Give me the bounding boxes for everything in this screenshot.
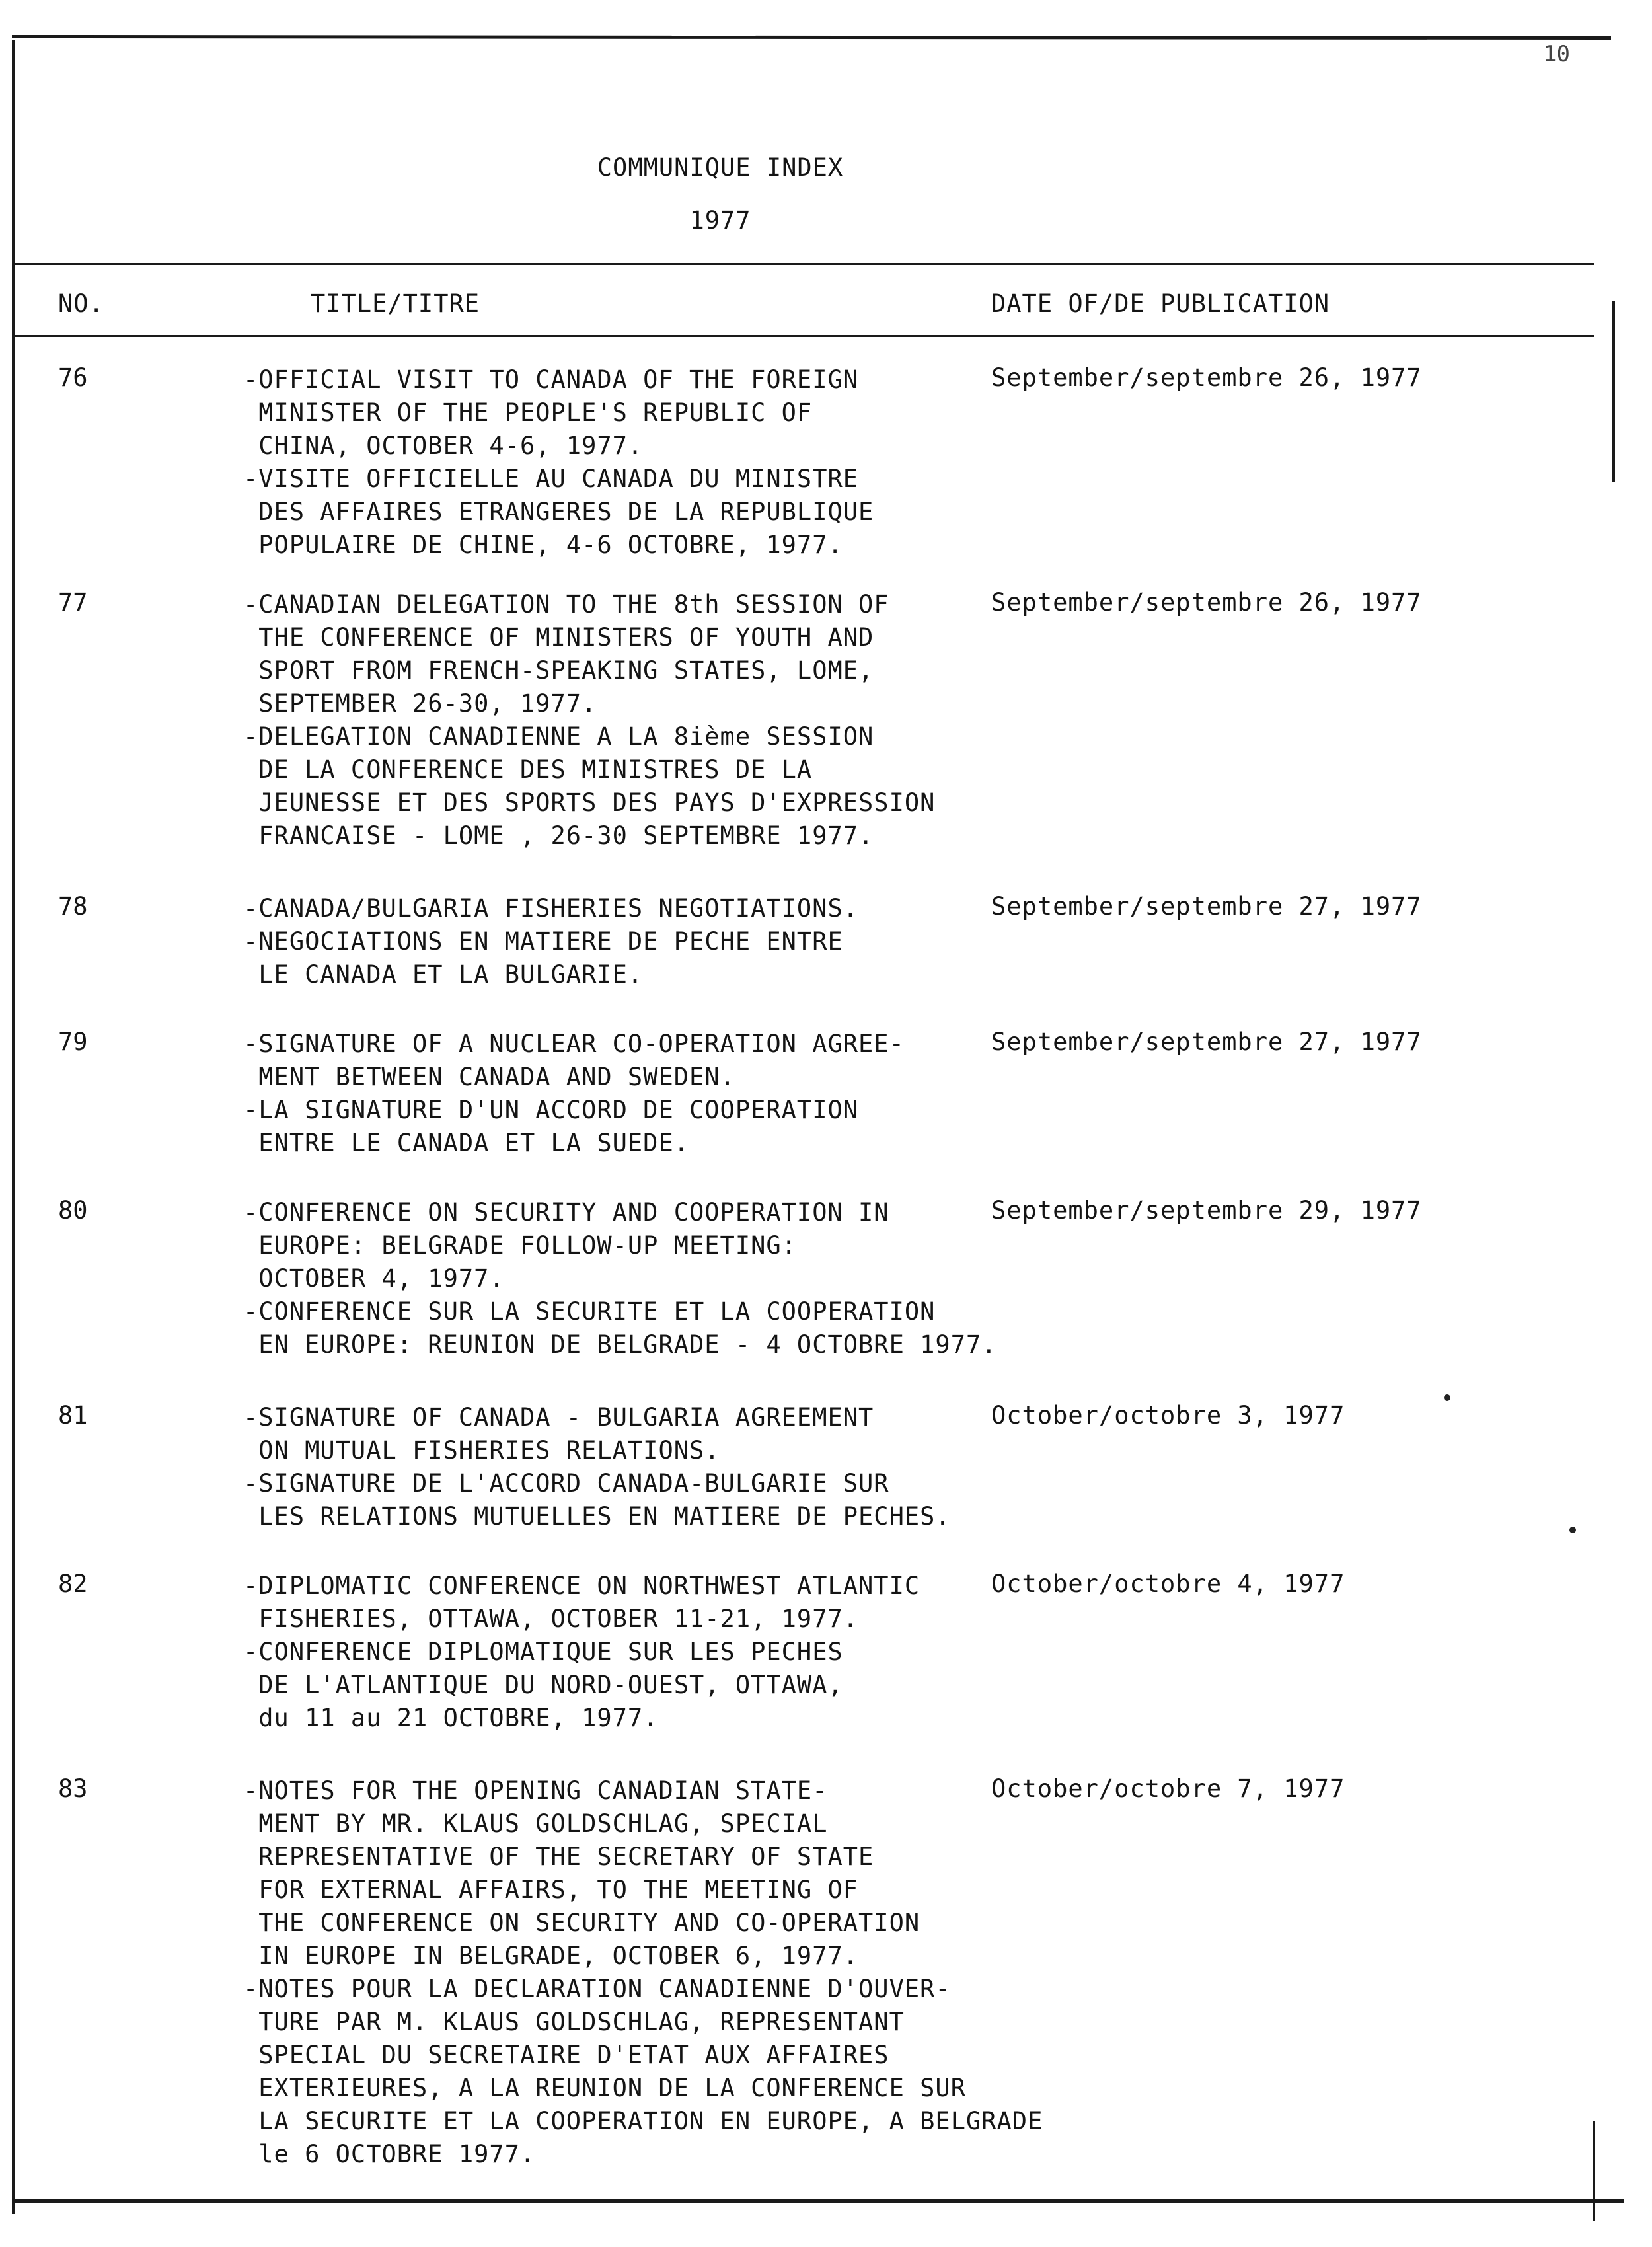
entry-title: -CANADIAN DELEGATION TO THE 8th SESSION OF THE CONFERENCE OF MINISTERS OF YOUTH AND SPORT FROM FRENCH-SPEAKING STATES, LOME, SEPTEMBER 26-30, 1977. -DELEGATION CANADIENNE A LA 8ième SESSION DE LA CONFERENCE DES MINISTRES DE LA JEUNESSE ET DES SPORTS DES PAYS D'EXPRESSION FRANCAISE - LOME , 26-30 SEPTEMBRE 1977. (243, 590, 936, 850)
entry-date: October/octobre 3, 1977 (991, 1401, 1345, 1429)
column-header-no: NO. (58, 289, 104, 318)
entry-number: 77 (58, 588, 88, 617)
page-border-right (1593, 2121, 1595, 2221)
header-rule-bottom (15, 335, 1594, 337)
entry-title: -CONFERENCE ON SECURITY AND COOPERATION IN EUROPE: BELGRADE FOLLOW-UP MEETING: OCTOBER 4, 1977. -CONFERENCE SUR LA SECURITE ET LA COOPERATION EN EUROPE: REUNION DE BELGRADE - 4 OCTOBRE 1977. (243, 1198, 997, 1359)
document-title: COMMUNIQUE INDEX (597, 153, 844, 182)
entry-number: 80 (58, 1196, 88, 1225)
page-border-bottom (12, 2199, 1624, 2203)
entry-title: -NOTES FOR THE OPENING CANADIAN STATE- MENT BY MR. KLAUS GOLDSCHLAG, SPECIAL REPRESENTATIVE OF THE SECRETARY OF STATE FOR EXTERNAL AFFAIRS, TO THE MEETING OF THE CONFERENCE ON SECURITY AND CO-OPERATION IN EUROPE IN BELGRADE, OCTOBER 6, 1977. -NOTES POUR LA DECLARATION CANADIENNE D'OUVER- TURE PAR M. KLAUS GOLDSCHLAG, REPRESENTANT SPECIAL DU SECRETAIRE D'ETAT AUX AFFAIRES EXTERIEURES, A LA REUNION DE LA CONFERENCE SUR LA SECURITE ET LA COOPERATION EN EUROPE, A BELGRADE le 6 OCTOBRE 1977. (243, 1776, 1043, 2168)
column-header-title: TITLE/TITRE (311, 289, 480, 318)
entry-date: September/septembre 26, 1977 (991, 363, 1422, 392)
margin-mark (1612, 301, 1615, 482)
entry-title: -OFFICIAL VISIT TO CANADA OF THE FOREIGN MINISTER OF THE PEOPLE'S REPUBLIC OF CHINA, OCTOBER 4-6, 1977. -VISITE OFFICIELLE AU CANADA DU MINISTRE DES AFFAIRES ETRANGERES DE LA REPUBLIQUE POPULAIRE DE CHINE, 4-6 OCTOBRE, 1977. (243, 365, 874, 559)
entry-date: September/septembre 26, 1977 (991, 588, 1422, 617)
page-border-top (12, 35, 1611, 40)
entry-number: 83 (58, 1774, 88, 1803)
header-rule-top (15, 263, 1594, 265)
ink-speck (1569, 1527, 1576, 1533)
entry-date: September/septembre 27, 1977 (991, 892, 1422, 921)
entry-number: 78 (58, 892, 88, 921)
entry-date: October/octobre 7, 1977 (991, 1774, 1345, 1803)
page-number: 10 (1543, 41, 1570, 67)
entry-title: -SIGNATURE OF CANADA - BULGARIA AGREEMENT ON MUTUAL FISHERIES RELATIONS. -SIGNATURE DE L'ACCORD CANADA-BULGARIE SUR LES RELATIONS MUTUELLES EN MATIERE DE PECHES. (243, 1403, 951, 1531)
entry-date: September/septembre 29, 1977 (991, 1196, 1422, 1225)
ink-speck (1444, 1394, 1450, 1401)
entry-number: 79 (58, 1028, 88, 1056)
entry-date: September/septembre 27, 1977 (991, 1028, 1422, 1056)
entry-date: October/octobre 4, 1977 (991, 1570, 1345, 1598)
column-header-date: DATE OF/DE PUBLICATION (991, 289, 1330, 318)
entry-title: -CANADA/BULGARIA FISHERIES NEGOTIATIONS. -NEGOCIATIONS EN MATIERE DE PECHE ENTRE LE CANADA ET LA BULGARIE. (243, 894, 859, 989)
entry-number: 81 (58, 1401, 88, 1429)
document-year: 1977 (689, 206, 751, 235)
entry-number: 76 (58, 363, 88, 392)
page-border-left (12, 40, 15, 2214)
entry-number: 82 (58, 1570, 88, 1598)
entry-title: -SIGNATURE OF A NUCLEAR CO-OPERATION AGREE- MENT BETWEEN CANADA AND SWEDEN. -LA SIGNATURE D'UN ACCORD DE COOPERATION ENTRE LE CANADA ET LA SUEDE. (243, 1030, 905, 1157)
entry-title: -DIPLOMATIC CONFERENCE ON NORTHWEST ATLANTIC FISHERIES, OTTAWA, OCTOBER 11-21, 1977. -CONFERENCE DIPLOMATIQUE SUR LES PECHES DE L'ATLANTIQUE DU NORD-OUEST, OTTAWA, du 11 au 21 OCTOBRE, 1977. (243, 1572, 920, 1732)
